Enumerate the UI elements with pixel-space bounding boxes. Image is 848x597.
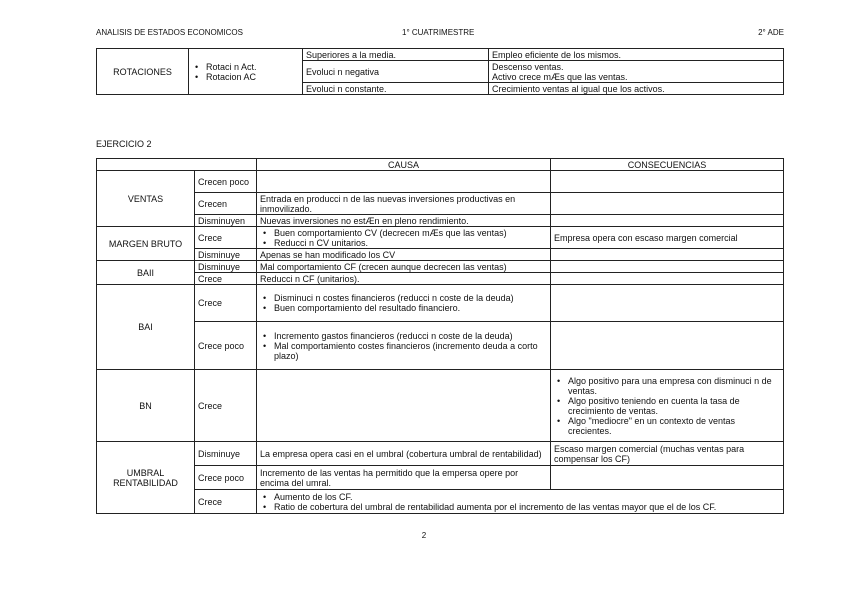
sub-label: Crece [195,285,257,322]
row-label-bn: BN [97,370,195,442]
header-degree: 2° ADE [758,28,784,37]
causa-cell: Reducci n CF (unitarios). [257,273,551,285]
consecuencia-cell [551,261,784,273]
consecuencia-cell: Crecimiento ventas al igual que los activos. [489,83,784,95]
evolucion-cell: Evoluci n constante. [303,83,489,95]
rotaciones-table [96,48,784,95]
header-course-title: ANALISIS DE ESTADOS ECONOMICOS [96,28,243,37]
causa-cell [257,171,551,193]
list-item: • Buen comportamiento CV (decrecen mÆs que las ventas) [274,228,547,238]
list-item: • Ratio de cobertura del umbral de rentabilidad aumenta por el incremento de las ventas mayor que el de los CF. [274,502,780,512]
header-blank [97,159,257,171]
sub-label: Disminuye [195,249,257,261]
consecuencia-cell [551,466,784,490]
row-label-margen-bruto: MARGEN BRUTO [97,227,195,261]
causa-cell: Incremento de las ventas ha permitido que la empersa opere por encima del umral. [257,466,551,490]
consecuencia-line: Descenso ventas. [492,61,564,72]
causa-cell [257,322,551,370]
consecuencia-cell [551,322,784,370]
sub-label: Disminuye [195,261,257,273]
list-item: • Incremento gastos financieros (reducci n coste de la deuda) [274,331,547,341]
list-item: • Disminuci n costes financieros (reducci n coste de la deuda) [274,293,547,303]
causa-cell [257,370,551,442]
list-item: • Rotaci n Act. [206,62,299,72]
row-label-bai: BAI [97,285,195,370]
sub-label: Crece [195,370,257,442]
list-item: • Mal comportamiento costes financieros (incremento deuda a corto plazo) [274,341,547,361]
list-item: • Algo "mediocre" en un contexto de ventas crecientes. [568,416,780,436]
consecuencia-cell [551,273,784,285]
sub-label: Crece [195,273,257,285]
causa-cell: Mal comportamiento CF (crecen aunque decrecen las ventas) [257,261,551,273]
consecuencia-cell [489,61,784,83]
causa-cell [257,285,551,322]
consecuencia-cell: Empresa opera con escaso margen comercial [551,227,784,249]
row-label-umbral-rentabilidad: UMBRAL RENTABILIDAD [97,442,195,514]
rotaciones-types [189,49,303,95]
sub-label: Disminuyen [195,215,257,227]
sub-label: Disminuye [195,442,257,466]
list-item: • Aumento de los CF. [274,492,780,502]
causa-cell: Nuevas inversiones no estÆn en pleno rendimiento. [257,215,551,227]
sub-label: Crece [195,490,257,514]
column-header-consecuencias: CONSECUENCIAS [551,159,784,171]
consecuencia-cell: Empleo eficiente de los mismos. [489,49,784,61]
evolucion-cell: Evoluci n negativa [303,61,489,83]
header-term: 1° CUATRIMESTRE [402,28,475,37]
causa-cell [257,227,551,249]
list-item: • Algo positivo teniendo en cuenta la tasa de crecimiento de ventas. [568,396,780,416]
rotaciones-label: ROTACIONES [97,49,189,95]
ejercicio-title: EJERCICIO 2 [96,139,152,149]
consecuencia-cell [551,215,784,227]
consecuencia-cell [551,370,784,442]
sub-label: Crece [195,227,257,249]
ejercicio2-table [96,158,784,514]
consecuencia-cell [551,285,784,322]
list-item: • Reducci n CV unitarios. [274,238,547,248]
row-label-ventas: VENTAS [97,171,195,227]
sub-label: Crece poco [195,466,257,490]
page-number: 2 [421,531,427,540]
row-label-baii: BAII [97,261,195,285]
consecuencia-line: Activo crece mÆs que las ventas. [492,71,628,82]
consecuencia-cell [551,249,784,261]
list-item: • Buen comportamiento del resultado financiero. [274,303,547,313]
causa-cell: Entrada en producci n de las nuevas inversiones productivas en inmovilizado. [257,193,551,215]
sub-label: Crece poco [195,322,257,370]
sub-label: Crecen poco [195,171,257,193]
causa-cell: La empresa opera casi en el umbral (cobertura umbral de rentabilidad) [257,442,551,466]
causa-cell: Apenas se han modificado los CV [257,249,551,261]
consecuencia-cell [551,171,784,193]
column-header-causa: CAUSA [257,159,551,171]
evolucion-cell: Superiores a la media. [303,49,489,61]
consecuencia-cell: Escaso margen comercial (muchas ventas para compensar los CF) [551,442,784,466]
consecuencia-cell [551,193,784,215]
list-item: • Algo positivo para una empresa con disminuci n de ventas. [568,376,780,396]
causa-cell [257,490,784,514]
sub-label: Crecen [195,193,257,215]
list-item: • Rotacion AC [206,72,299,82]
